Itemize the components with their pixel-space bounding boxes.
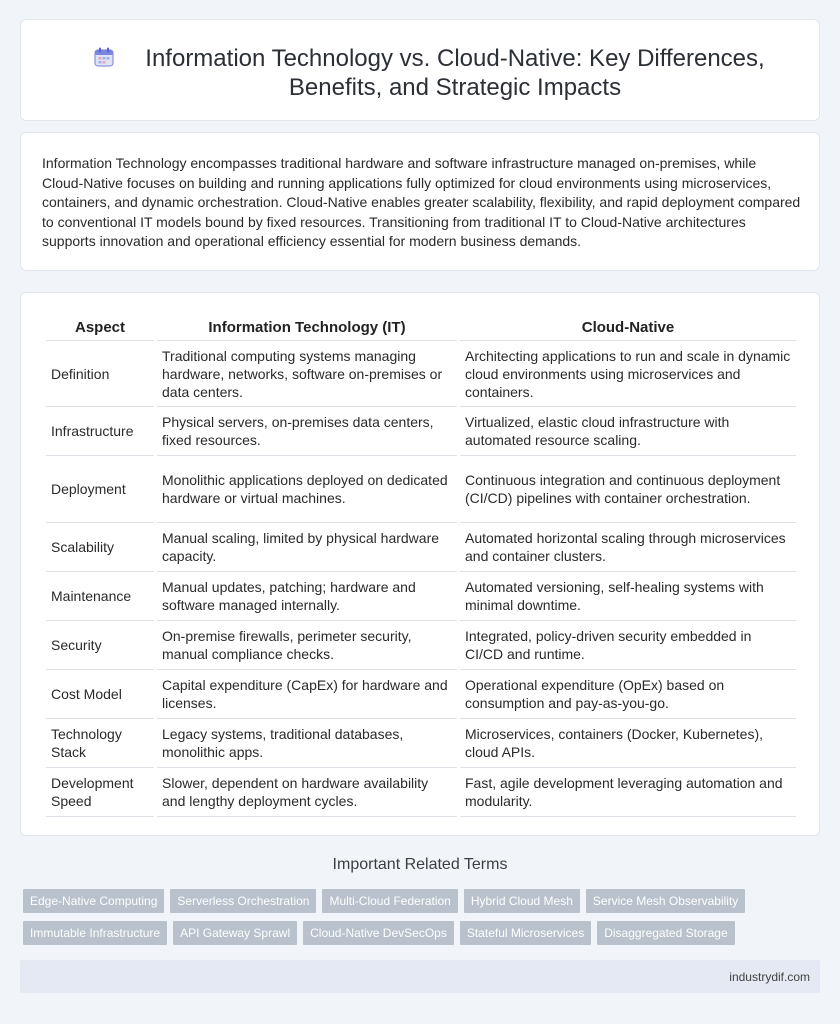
aspect-cell: Security [46, 621, 154, 670]
intro-paragraph: Information Technology encompasses traditional hardware and software infrastructure managed on-premises, while Cloud-Native focuses on building and running applications fully optimized for cloud environments using microservices, containers, and dynamic orchestration. Cloud-Native enables greater scalability, flexibility, and rapid deployment compared to conventional IT models bound by fixed resources. Transitioning from traditional IT to Cloud-Native architectures supports innovation and operational efficiency essential for modern business demands. [42, 155, 801, 250]
tag-stateful-microservices[interactable]: Stateful Microservices [460, 921, 591, 945]
tag-row [23, 889, 783, 913]
tag-multi-cloud-federation[interactable]: Multi-Cloud Federation [322, 889, 457, 913]
it-cell: Manual scaling, limited by physical hardware capacity. [157, 523, 457, 572]
tag-immutable-infrastructure[interactable]: Immutable Infrastructure [23, 921, 167, 945]
cloud-native-cell: Continuous integration and continuous deployment (CI/CD) pipelines with container orchestration. [460, 456, 796, 523]
related-terms-heading: Important Related Terms [332, 856, 508, 873]
it-cell: Traditional computing systems managing hardware, networks, software on-premises or data centers. [157, 341, 457, 407]
aspect-cell: Deployment [46, 456, 154, 523]
table-row [46, 719, 796, 768]
comparison-table-card [20, 292, 820, 836]
it-cell: Slower, dependent on hardware availability and lengthy deployment cycles. [157, 768, 457, 817]
it-cell: Legacy systems, traditional databases, monolithic apps. [157, 719, 457, 768]
aspect-cell: Technology Stack [46, 719, 154, 768]
aspect-cell: Scalability [46, 523, 154, 572]
table-row [46, 670, 796, 719]
title-card [20, 19, 820, 121]
it-cell: Manual updates, patching; hardware and software managed internally. [157, 572, 457, 621]
aspect-cell: Definition [46, 341, 154, 407]
it-cell: Monolithic applications deployed on dedicated hardware or virtual machines. [157, 456, 457, 523]
cloud-native-cell: Microservices, containers (Docker, Kubernetes), cloud APIs. [460, 719, 796, 768]
tag-hybrid-cloud-mesh[interactable]: Hybrid Cloud Mesh [464, 889, 580, 913]
cloud-native-cell: Integrated, policy-driven security embedded in CI/CD and runtime. [460, 621, 796, 670]
related-terms-tags [23, 889, 783, 953]
column-header-cloud-native: Cloud-Native [460, 313, 796, 341]
cloud-native-cell: Fast, agile development leveraging automation and modularity. [460, 768, 796, 817]
table-row [46, 768, 796, 817]
comparison-table [43, 313, 799, 817]
footer [20, 960, 820, 993]
tag-edge-native-computing[interactable]: Edge-Native Computing [23, 889, 164, 913]
it-cell: Physical servers, on-premises data centers, fixed resources. [157, 407, 457, 456]
table-row [46, 341, 796, 407]
column-header-aspect: Aspect [46, 313, 154, 341]
cloud-native-cell: Architecting applications to run and scale in dynamic cloud environments using microservices and containers. [460, 341, 796, 407]
tag-row [23, 921, 783, 945]
cloud-native-cell: Virtualized, elastic cloud infrastructure with automated resource scaling. [460, 407, 796, 456]
cloud-native-cell: Automated horizontal scaling through microservices and container clusters. [460, 523, 796, 572]
it-cell: Capital expenditure (CapEx) for hardware and licenses. [157, 670, 457, 719]
table-row [46, 456, 796, 523]
footer-site-link[interactable]: industrydif.com [729, 970, 810, 984]
table-header-row [46, 313, 796, 341]
tag-disaggregated-storage[interactable]: Disaggregated Storage [597, 921, 734, 945]
intro-card [20, 132, 820, 271]
aspect-cell: Infrastructure [46, 407, 154, 456]
table-row [46, 621, 796, 670]
table-row [46, 523, 796, 572]
tag-cloud-native-devsecops[interactable]: Cloud-Native DevSecOps [303, 921, 454, 945]
table-row [46, 407, 796, 456]
aspect-cell: Development Speed [46, 768, 154, 817]
aspect-cell: Maintenance [46, 572, 154, 621]
tag-api-gateway-sprawl[interactable]: API Gateway Sprawl [173, 921, 297, 945]
tag-service-mesh-observability[interactable]: Service Mesh Observability [586, 889, 745, 913]
cloud-native-cell: Automated versioning, self-healing systems with minimal downtime. [460, 572, 796, 621]
it-cell: On-premise firewalls, perimeter security, manual compliance checks. [157, 621, 457, 670]
aspect-cell: Cost Model [46, 670, 154, 719]
cloud-native-cell: Operational expenditure (OpEx) based on consumption and pay-as-you-go. [460, 670, 796, 719]
page-title: Information Technology vs. Cloud-Native: Key Differences, Benefits, and Strategic Impacts [145, 45, 765, 101]
table-row [46, 572, 796, 621]
tag-serverless-orchestration[interactable]: Serverless Orchestration [170, 889, 316, 913]
column-header-it: Information Technology (IT) [157, 313, 457, 341]
